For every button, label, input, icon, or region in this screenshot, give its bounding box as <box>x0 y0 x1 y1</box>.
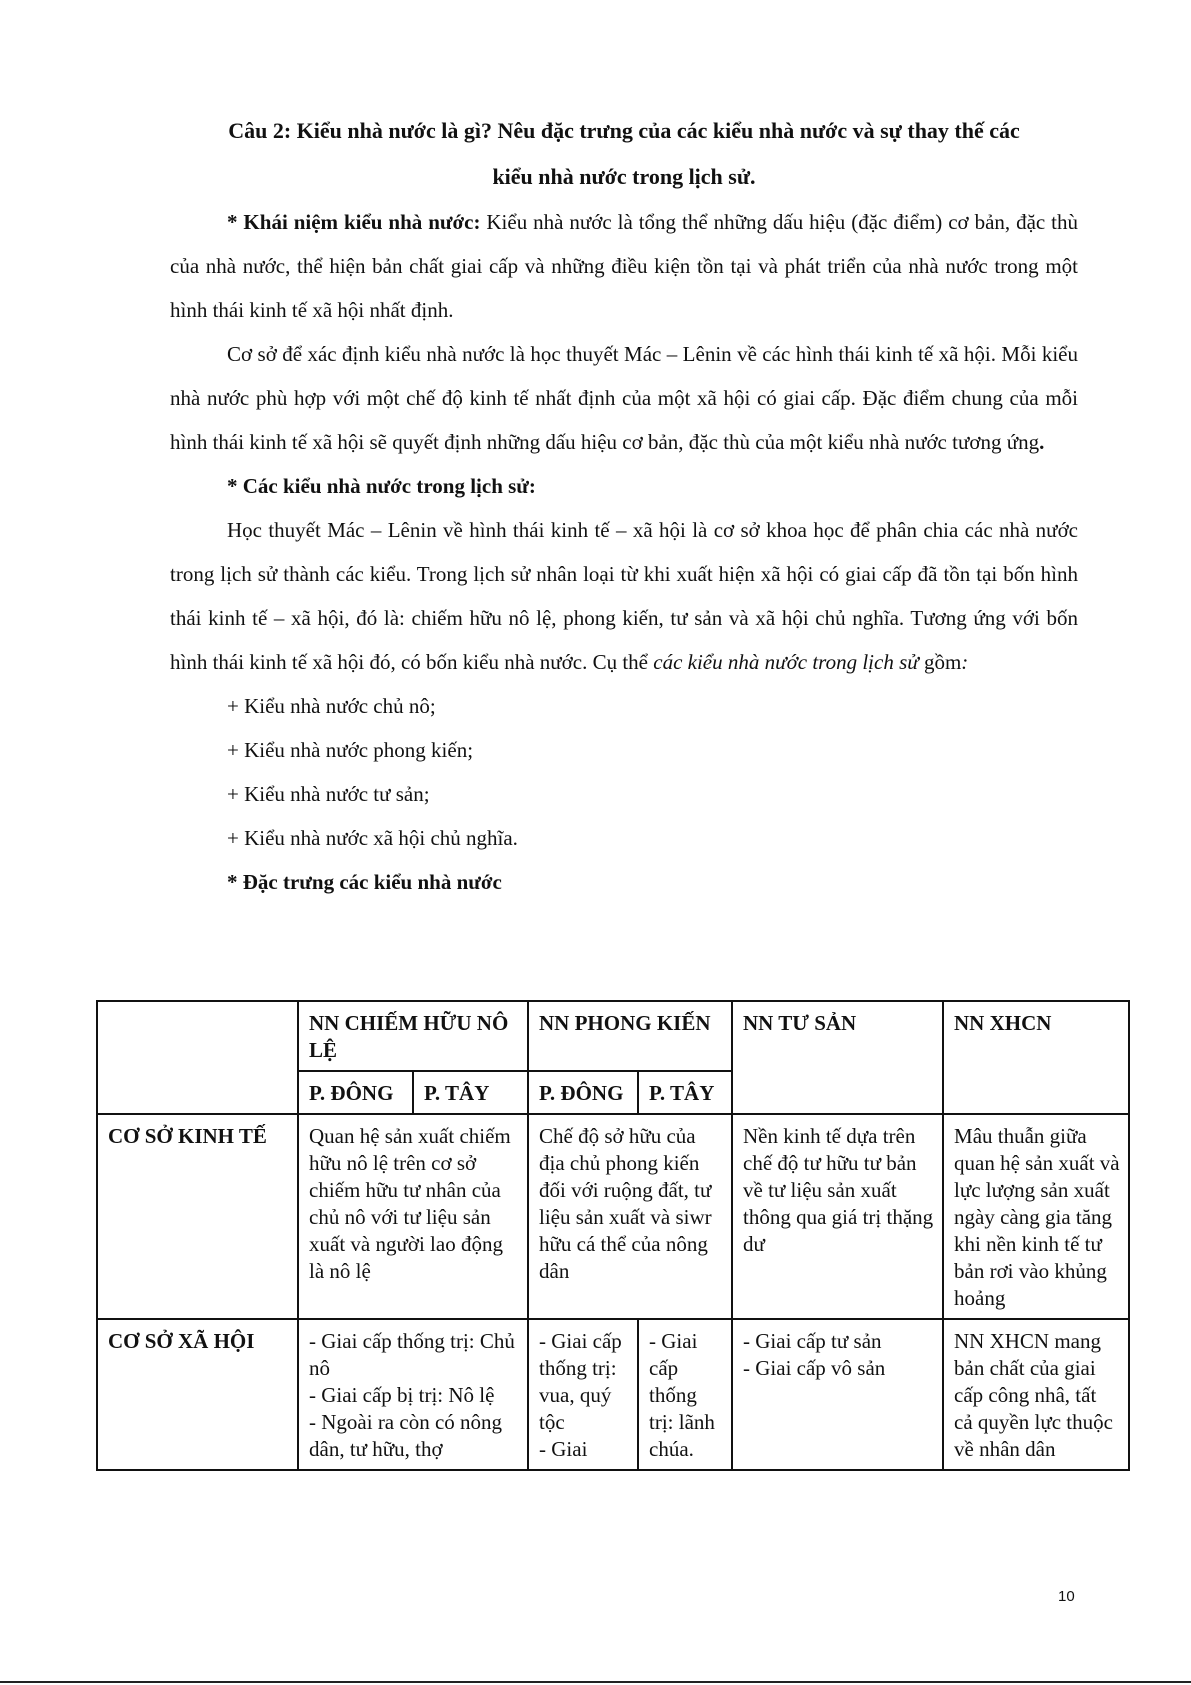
page-bottom-divider <box>0 1681 1191 1683</box>
definition-heading: * Khái niệm kiểu nhà nước: <box>227 210 481 234</box>
list-item: + Kiểu nhà nước tư sản; <box>227 782 430 806</box>
cell-economic-slave: Quan hệ sản xuất chiếm hữu nô lệ trên cơ sở chiếm hữu tư nhân của chủ nô với tư liệu sản xuất và người lao động là nô lệ <box>298 1114 528 1319</box>
cell-line: - Giai cấp thống trị: lãnh chúa. <box>649 1329 715 1461</box>
header-feudal-state: NN PHONG KIẾN <box>528 1001 732 1071</box>
cell-line: - Giai cấp tư sản <box>743 1329 882 1353</box>
cell-social-feudal-east <box>528 1319 638 1470</box>
table-header-row <box>97 1001 1129 1071</box>
table-corner-cell <box>97 1001 298 1114</box>
cell-line: - Giai cấp thống trị: vua, quý tộc <box>539 1329 622 1434</box>
basis-text: Cơ sở để xác định kiểu nhà nước là học thuyết Mác – Lênin về các hình thái kinh tế xã hội. Mỗi kiểu nhà nước phù hợp với một chế độ kinh tế nhất định của một xã hội có giai cấp. Đặc điểm chung của mỗi hình thái kinh tế xã hội sẽ quyết định những dấu hiệu cơ bản, đặc thù của một kiểu nhà nước tương ứng <box>170 342 1078 454</box>
definition-paragraph <box>170 200 1078 332</box>
subheader-east-feudal: P. ĐÔNG <box>528 1071 638 1114</box>
cell-line: - Giai cấp vô sản <box>743 1356 886 1380</box>
table-row-economic <box>97 1114 1129 1319</box>
cell-social-capitalist <box>732 1319 943 1470</box>
table-row-social <box>97 1319 1129 1470</box>
cell-social-socialist: NN XHCN mang bản chất của giai cấp công nhâ, tất cả quyền lực thuộc về nhân dân <box>943 1319 1129 1470</box>
subheader-west-feudal: P. TÂY <box>638 1071 732 1114</box>
list-item: + Kiểu nhà nước chủ nô; <box>227 694 436 718</box>
cell-economic-feudal: Chế độ sở hữu của địa chủ phong kiến đối với ruộng đất, tư liệu sản xuất và siwr hữu cá thể của nông dân <box>528 1114 732 1319</box>
definition-text: Kiểu nhà nước là tổng thể những dấu hiệu (đặc điểm) cơ bản, đặc thù của nhà nước, thể hiện bản chất giai cấp và những điều kiện tồn tại và phát triển của nhà nước trong một hình thái kinh tế xã hội nhất định. <box>170 210 1078 322</box>
features-heading: * Đặc trưng các kiểu nhà nước <box>227 870 502 894</box>
header-capitalist-state: NN TƯ SẢN <box>732 1001 943 1114</box>
header-socialist-state: NN XHCN <box>943 1001 1129 1114</box>
question-title-line1: Câu 2: Kiểu nhà nước là gì? Nêu đặc trưng của các kiểu nhà nước và sự thay thế các <box>228 118 1020 143</box>
types-italic: các kiểu nhà nước trong lịch sử <box>653 650 919 674</box>
types-paragraph <box>170 508 1078 684</box>
cell-social-slave <box>298 1319 528 1470</box>
cell-line: - Giai cấp thống trị: Chủ nô <box>309 1329 515 1380</box>
cell-line: - Giai cấp bị trị: Nô lệ <box>309 1383 495 1407</box>
types-text: Học thuyết Mác – Lênin về hình thái kinh tế – xã hội là cơ sở khoa học để phân chia các nhà nước trong lịch sử thành các kiểu. Trong lịch sử nhân loại từ khi xuất hiện xã hội có giai cấp đã tồn tại bốn hình thái kinh tế – xã hội, đó là: chiếm hữu nô lệ, phong kiến, tư sản và xã hội chủ nghĩa. Tương ứng với bốn hình thái kinh tế xã hội đó, có bốn kiểu nhà nước. Cụ thể <box>170 518 1078 674</box>
cell-social-feudal-west <box>638 1319 732 1470</box>
row-label-economic: CƠ SỞ KINH TẾ <box>97 1114 298 1319</box>
basis-period: . <box>1039 430 1045 454</box>
state-types-table <box>96 1000 1130 1471</box>
cell-line: - Giai <box>539 1437 588 1461</box>
basis-paragraph <box>170 332 1078 464</box>
question-title-line2: kiểu nhà nước trong lịch sử. <box>492 164 756 189</box>
cell-economic-socialist: Mâu thuẫn giữa quan hệ sản xuất và lực lượng sản xuất ngày càng gia tăng khi nền kinh tế tư bản rơi vào khủng hoảng <box>943 1114 1129 1319</box>
types-colon: : <box>961 650 969 674</box>
page-number: 10 <box>1058 1588 1075 1605</box>
document-body <box>170 108 1078 904</box>
subheader-west-slave: P. TÂY <box>413 1071 528 1114</box>
list-item: + Kiểu nhà nước phong kiến; <box>227 738 474 762</box>
cell-economic-capitalist: Nền kinh tế dựa trên chế độ tư hữu tư bản về tư liệu sản xuất thông qua giá trị thặng dư <box>732 1114 943 1319</box>
list-item: + Kiểu nhà nước xã hội chủ nghĩa. <box>227 826 518 850</box>
cell-line: - Ngoài ra còn có nông dân, tư hữu, thợ <box>309 1410 503 1461</box>
types-heading: * Các kiểu nhà nước trong lịch sử: <box>227 474 536 498</box>
types-end: gồm <box>918 650 962 674</box>
row-label-social: CƠ SỞ XÃ HỘI <box>97 1319 298 1470</box>
subheader-east-slave: P. ĐÔNG <box>298 1071 413 1114</box>
header-slave-state: NN CHIẾM HỮU NÔ LỆ <box>298 1001 528 1071</box>
